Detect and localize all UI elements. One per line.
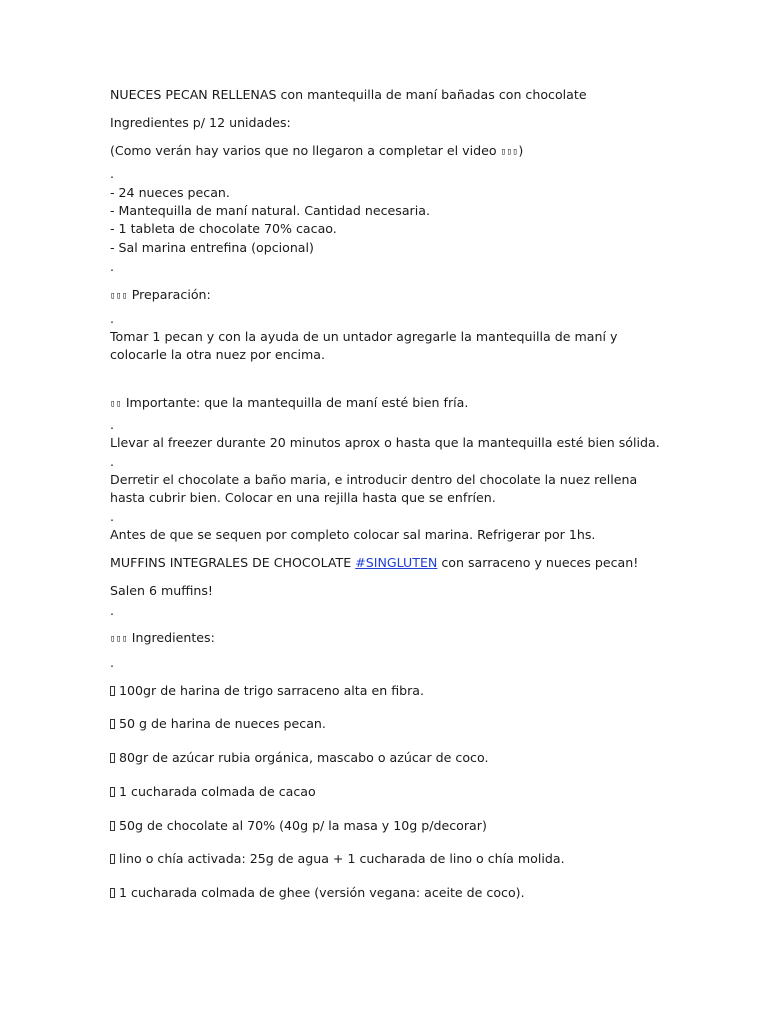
ingredient-item [110,783,316,801]
ingredient-text: 80gr de azúcar rubia orgánica, mascabo o azúcar de coco. [119,750,489,765]
recipe2-ingredients-heading [110,629,215,648]
recipe1-note [110,142,523,161]
ingredient-item [110,715,326,733]
recipe1-title: NUECES PECAN RELLENAS con mantequilla de maní bañadas con chocolate [110,87,587,102]
ingredients-heading-text: Ingredientes: [127,630,215,645]
ingredient-item [110,884,525,902]
missing-glyph-icon [110,854,115,864]
missing-glyph-icon [110,719,115,729]
missing-emoji-icon: ▯▯▯ [110,291,128,301]
missing-glyph-icon [110,787,115,797]
ingredient-text: 1 cucharada colmada de cacao [119,784,316,799]
recipe2-title [110,554,638,572]
recipe1-ingredients-heading: Ingredientes p/ 12 unidades: [110,115,291,130]
ingredient-item [110,682,424,700]
missing-glyph-icon [110,821,115,831]
recipe2-title-start: MUFFINS INTEGRALES DE CHOCOLATE [110,555,356,570]
ingredient-item: - Mantequilla de maní natural. Cantidad necesaria. [110,203,430,218]
recipe1-note-text: (Como verán hay varios que no llegaron a completar el video [110,143,501,158]
recipe1-important [110,394,468,413]
hashtag-link[interactable]: #SINGLUTEN [355,555,438,570]
separator-dot: . [110,259,115,274]
missing-glyph-icon [110,888,115,898]
separator-dot: . [110,603,115,618]
recipe1-step: Derretir el chocolate a baño maria, e introducir dentro del chocolate la nuez rellena hasta cubrir bien. Colocar en una rejilla hasta que se enfríen. [110,472,638,505]
ingredient-item [110,749,488,767]
ingredient-text: lino o chía activada: 25g de agua + 1 cucharada de lino o chía molida. [119,851,565,866]
separator-dot: . [110,166,115,181]
ingredient-text: 1 cucharada colmada de ghee (versión vegana: aceite de coco). [119,885,525,900]
recipe2-yield: Salen 6 muffins! [110,583,213,598]
ingredient-text: 100gr de harina de trigo sarraceno alta en fibra. [119,683,425,698]
ingredient-item: - 1 tableta de chocolate 70% cacao. [110,221,337,236]
missing-emoji-icon: ▯▯ [110,399,122,409]
separator-dot: . [110,655,115,670]
recipe1-prep-heading [110,286,211,305]
recipe1-step: Llevar al freezer durante 20 minutos aprox o hasta que la mantequilla esté bien sólida. [110,435,660,450]
missing-glyph-icon [110,686,115,696]
recipe1-note-close: ) [518,143,524,158]
important-text: Importante: que la mantequilla de maní esté bien fría. [121,395,469,410]
separator-dot: . [110,509,115,524]
separator-dot: . [110,311,115,326]
missing-emoji-icon: ▯▯▯ [110,634,128,644]
recipe1-step: Tomar 1 pecan y con la ayuda de un untador agregarle la mantequilla de maní y colocarle la otra nuez por encima. [110,329,618,362]
ingredient-item: - Sal marina entrefina (opcional) [110,240,314,255]
missing-glyph-icon [110,753,115,763]
ingredient-item [110,817,487,835]
prep-heading-text: Preparación: [127,287,211,302]
missing-emoji-icon: ▯▯▯ [500,147,519,157]
ingredient-item [110,850,565,868]
separator-dot: . [110,417,115,432]
ingredient-item: - 24 nueces pecan. [110,185,230,200]
separator-dot: . [110,454,115,469]
ingredient-text: 50g de chocolate al 70% (40g p/ la masa y 10g p/decorar) [119,818,487,833]
recipe2-title-end: con sarraceno y nueces pecan! [437,555,639,570]
recipe1-step: Antes de que se sequen por completo colocar sal marina. Refrigerar por 1hs. [110,527,596,542]
ingredient-text: 50 g de harina de nueces pecan. [119,716,326,731]
